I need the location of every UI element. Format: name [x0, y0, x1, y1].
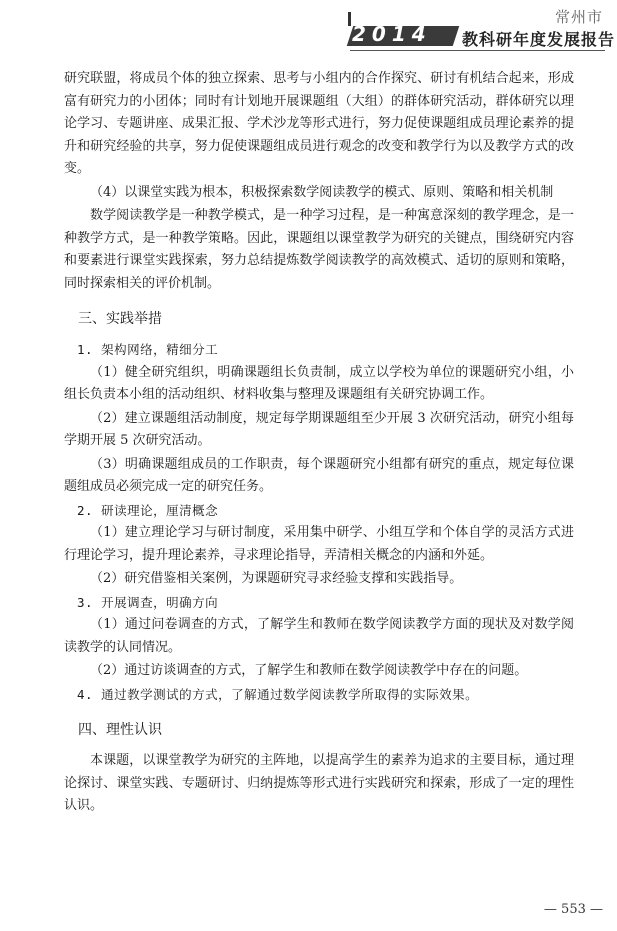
- subsection-title: 1. 架构网络，精细分工: [77, 342, 219, 357]
- paragraph: （2）建立课题组活动制度，规定每学期课题组至少开展 3 次研究活动，研究小组每学期开展 5 次研究活动。: [64, 410, 574, 448]
- paragraph: 研究联盟，将成员个体的独立探索、思考与小组内的合作探究、研讨有机结合起来，形成富有研究力的小团体；同时有计划地开展课题组（大组）的群体研究活动，群体研究以理论学习、专题讲座、成果汇报、学术沙龙等形式进行，努力促使课题组成员理论素养的提升和研究经验的共享，努力促使课题组成员进行观念的改变和教学行为以及教学方式的改变。: [64, 71, 574, 176]
- page-number: — 553 —: [543, 902, 603, 917]
- subsection-title: 4. 通过教学测试的方式，了解通过数学阅读教学所取得的实际效果。: [77, 686, 479, 702]
- page-body: [64, 68, 574, 819]
- header-rule: [350, 50, 605, 51]
- paragraph: （2）研究借鉴相关案例，为课题研究寻求经验支撑和实践指导。: [90, 571, 463, 586]
- header-city: 常州市: [554, 8, 603, 26]
- paragraph: 本课题，以课堂教学为研究的主阵地，以提高学生的素养为追求的主要目标，通过理论探讨、课堂实践、专题研讨、归纳提炼等形式进行实践研究和探索，形成了一定的理性认识。: [64, 753, 574, 813]
- header-year: 2014: [352, 22, 432, 46]
- subsection-title: 2. 研读理论，厘清概念: [77, 502, 219, 518]
- header-title: 教科研年度发展报告: [462, 30, 616, 49]
- paragraph: （2）通过访谈调查的方式，了解学生和教师在数学阅读教学中存在的问题。: [90, 663, 528, 678]
- paragraph-heading: （4）以课堂实践为根本，积极探索数学阅读教学的模式、原则、策略和相关机制: [90, 184, 554, 200]
- paragraph: 数学阅读教学是一种教学模式，是一种学习过程，是一种寓意深刻的教学理念，是一种教学方式，是一种教学策略。因此，课题组以课堂教学为研究的关键点，围绕研究内容和要素进行课堂实践探索，努力总结提炼数学阅读教学的高效模式、适切的原则和策略，同时探索相关的评价机制。: [64, 208, 574, 291]
- paragraph: （1）建立理论学习与研讨制度，采用集中研学、小组互学和个体自学的灵活方式进行理论学习，提升理论素养，寻求理论指导，弄清相关概念的内涵和外延。: [64, 525, 574, 563]
- paragraph: （1）健全研究组织，明确课题组长负责制，成立以学校为单位的课题研究小组，小组长负责本小组的活动组织、材料收集与整理及课题组有关研究协调工作。: [64, 364, 574, 402]
- section-title: 三、实践举措: [78, 311, 162, 327]
- paragraph: （3）明确课题组成员的工作职责，每个课题研究小组都有研究的重点，规定每位课题组成员必须完成一定的研究任务。: [64, 456, 574, 494]
- page-header: [0, 0, 617, 60]
- section-title: 四、理性认识: [78, 722, 162, 738]
- paragraph: （1）通过问卷调查的方式，了解学生和教师在数学阅读教学方面的现状及对数学阅读教学的认同情况。: [64, 617, 574, 655]
- header-mark: [348, 12, 351, 26]
- subsection-title: 3. 开展调查，明确方向: [77, 594, 219, 610]
